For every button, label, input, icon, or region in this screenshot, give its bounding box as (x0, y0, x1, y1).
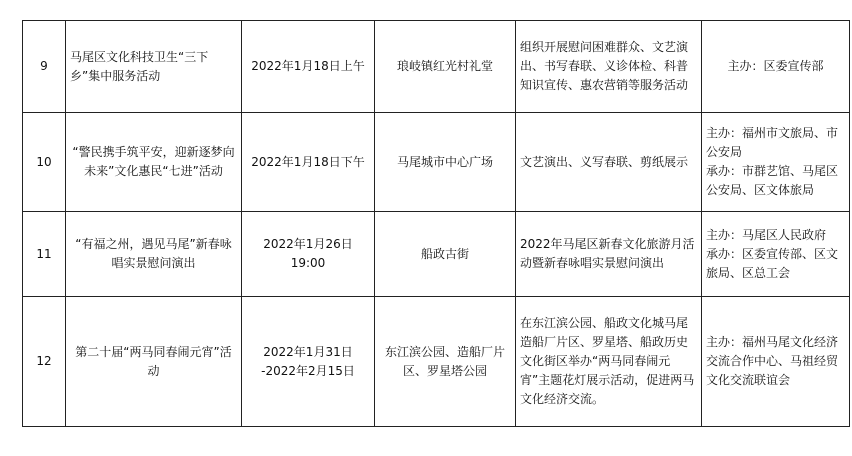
event-name: “有福之州，遇见马尾”新春咏唱实景慰问演出 (66, 212, 242, 297)
event-content: 在东江滨公园、船政文化城马尾造船厂片区、罗星塔、船政历史文化街区举办“两马同春闹元宵”主题花灯展示活动，促进两马文化经济交流。 (516, 297, 702, 427)
event-time: 2022年1月18日上午 (242, 21, 375, 113)
event-name: 第二十届“两马同春闹元宵”活动 (66, 297, 242, 427)
table-row (23, 113, 850, 212)
event-time: 2022年1月31日 -2022年2月15日 (242, 297, 375, 427)
event-place: 琅岐镇红光村礼堂 (375, 21, 516, 113)
row-number: 12 (23, 297, 66, 427)
event-organizer: 主办：区委宣传部 (702, 21, 850, 113)
table-row (23, 21, 850, 113)
row-number: 11 (23, 212, 66, 297)
table-row (23, 212, 850, 297)
row-number: 10 (23, 113, 66, 212)
row-number: 9 (23, 21, 66, 113)
event-name: 马尾区文化科技卫生“三下乡”集中服务活动 (66, 21, 242, 113)
event-organizer: 主办：福州马尾文化经济交流合作中心、马祖经贸文化交流联谊会 (702, 297, 850, 427)
event-time: 2022年1月26日 19:00 (242, 212, 375, 297)
event-content: 2022年马尾区新春文化旅游月活动暨新春咏唱实景慰问演出 (516, 212, 702, 297)
event-place: 船政古街 (375, 212, 516, 297)
event-content: 组织开展慰问困难群众、文艺演出、书写春联、义诊体检、科普知识宣传、惠农营销等服务活动 (516, 21, 702, 113)
events-table (22, 20, 850, 427)
event-name: “警民携手筑平安，迎新逐梦向未来”文化惠民“七进”活动 (66, 113, 242, 212)
event-time: 2022年1月18日下午 (242, 113, 375, 212)
event-organizer: 主办：福州市文旅局、市公安局 承办：市群艺馆、马尾区公安局、区文体旅局 (702, 113, 850, 212)
event-content: 文艺演出、义写春联、剪纸展示 (516, 113, 702, 212)
event-organizer: 主办：马尾区人民政府 承办：区委宣传部、区文旅局、区总工会 (702, 212, 850, 297)
event-place: 东江滨公园、造船厂片区、罗星塔公园 (375, 297, 516, 427)
table-row (23, 297, 850, 427)
event-place: 马尾城市中心广场 (375, 113, 516, 212)
